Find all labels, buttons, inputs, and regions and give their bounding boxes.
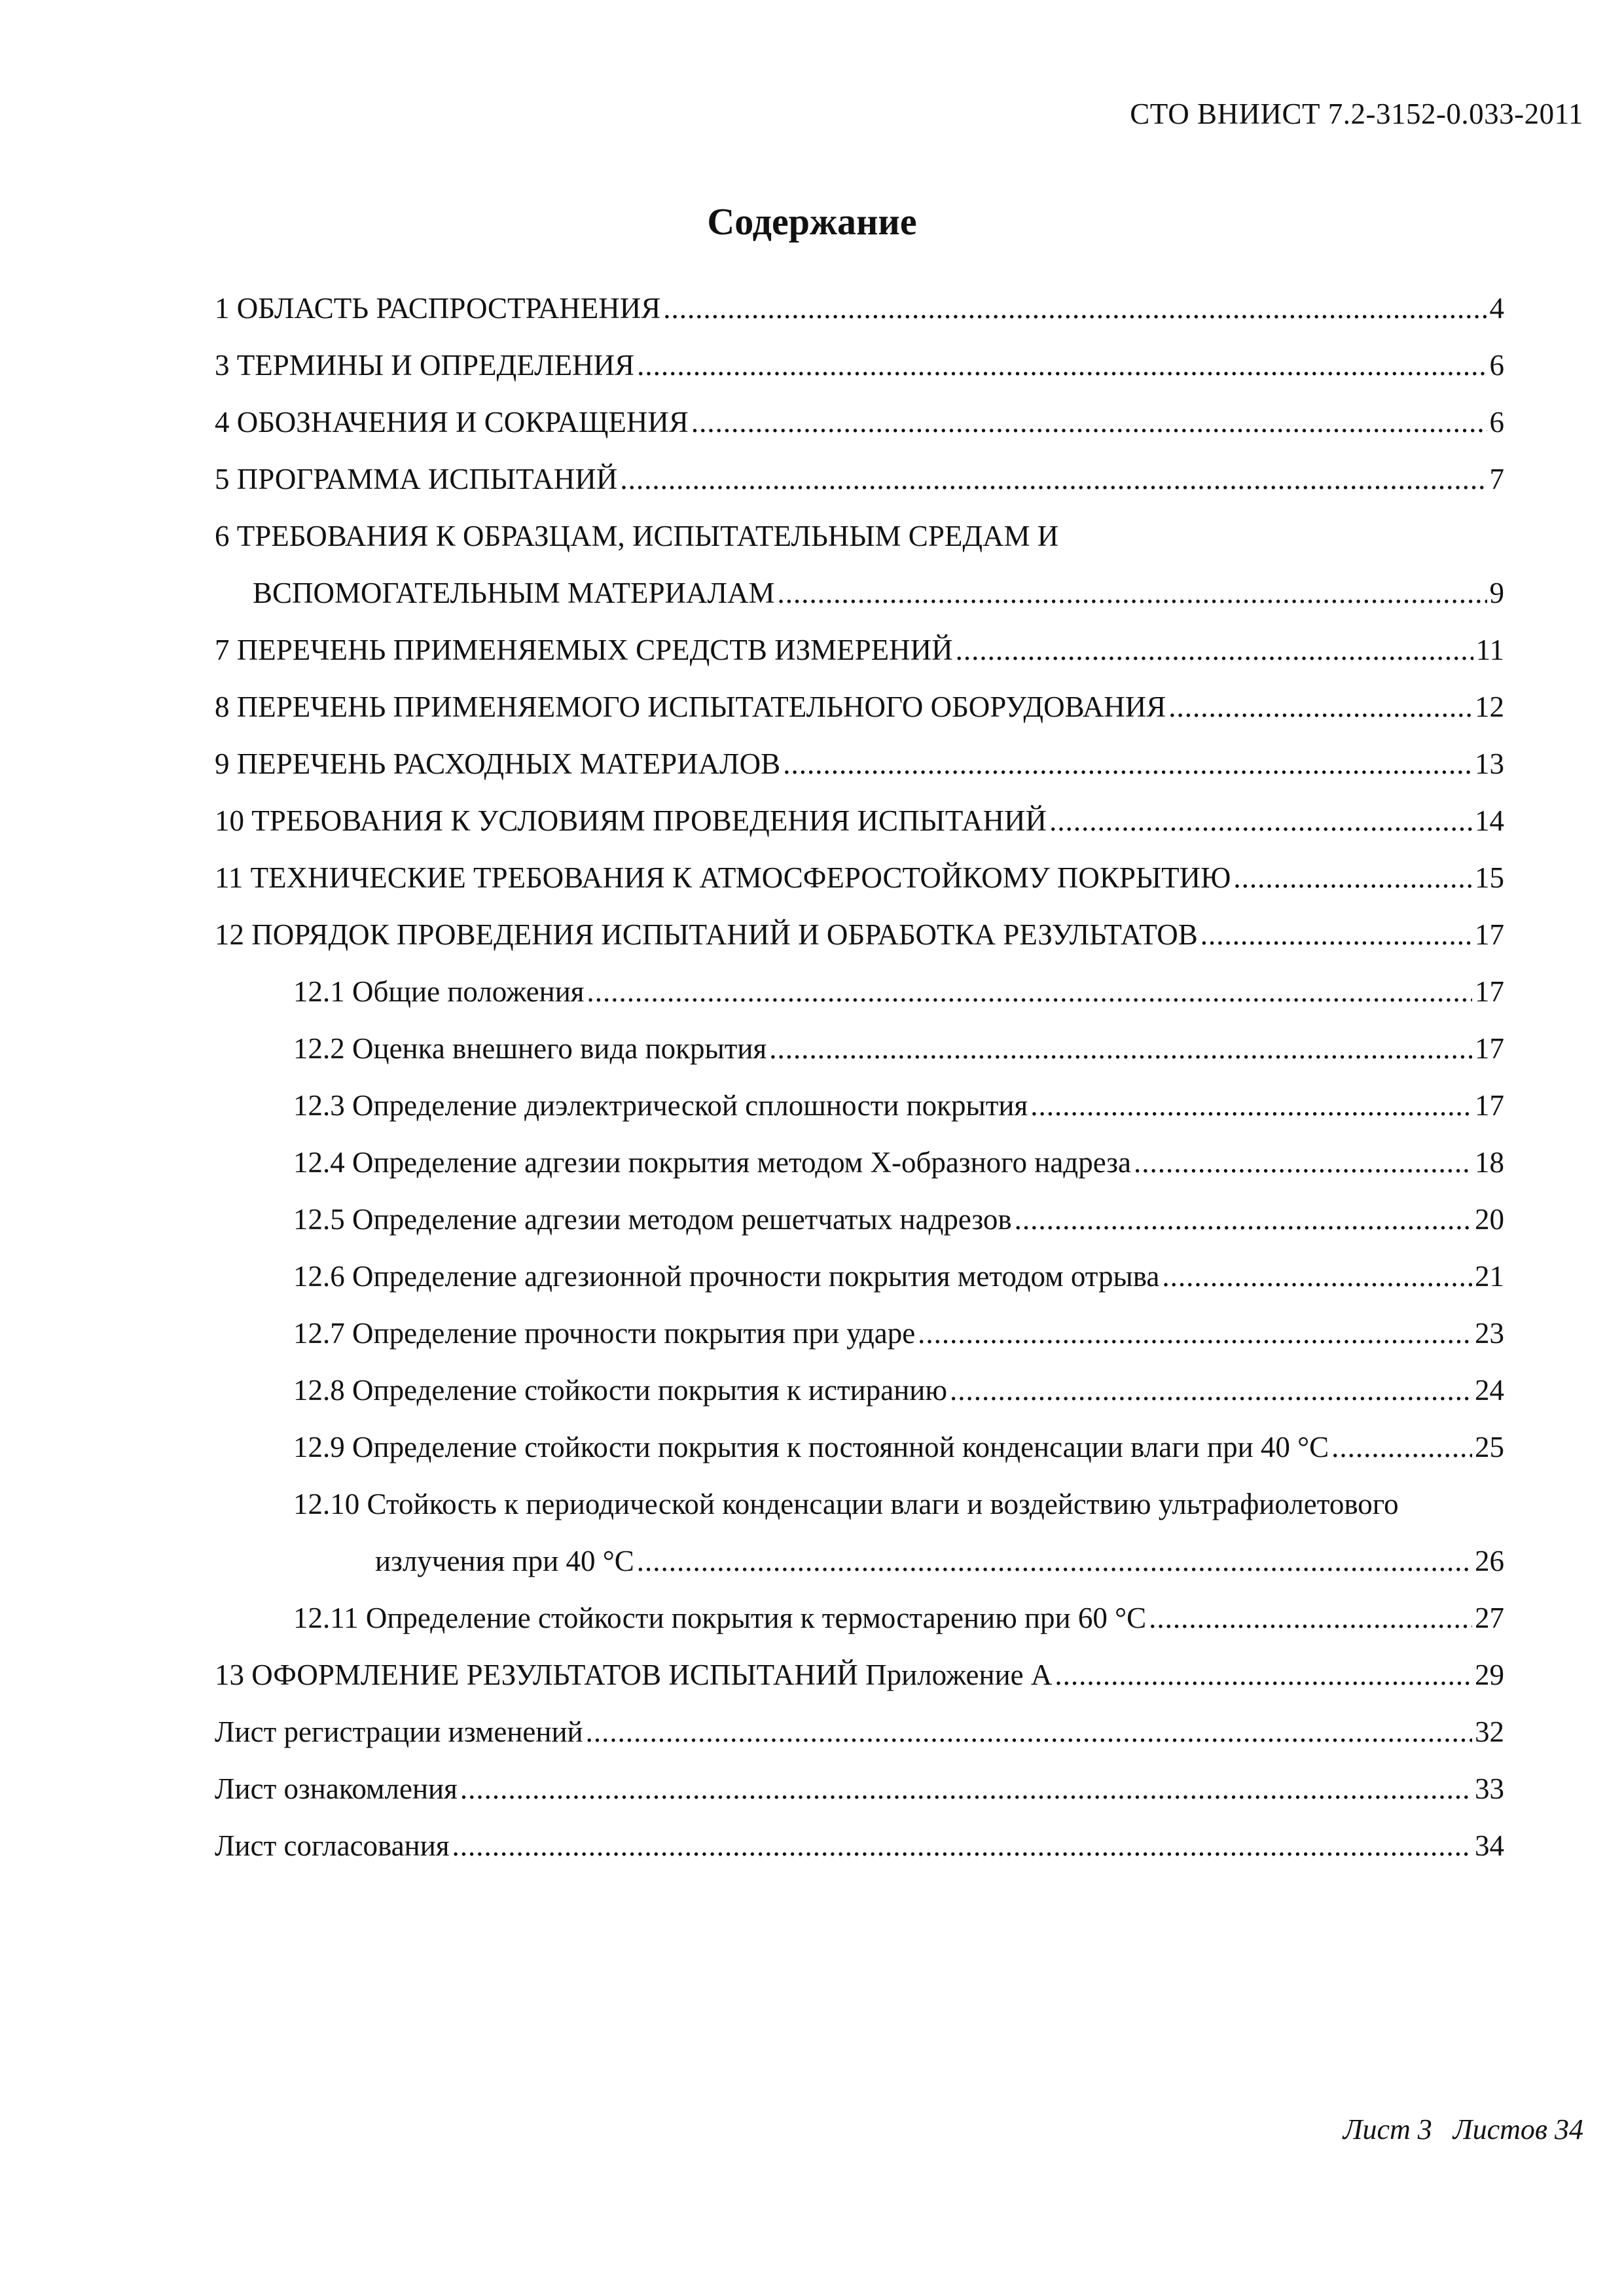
toc-leader (1015, 1202, 1472, 1236)
toc-entry-title: 12.2 Оценка внешнего вида покрытия (293, 1032, 767, 1065)
toc-entry-title: 12.7 Определение прочности покрытия при ударе (293, 1317, 916, 1350)
toc-subentry (293, 1202, 1504, 1242)
toc-entry (215, 348, 1504, 387)
toc-leader (918, 1316, 1472, 1350)
toc-entry-title: 6 ТРЕБОВАНИЯ К ОБРАЗЦАМ, ИСПЫТАТЕЛЬНЫМ СРЕДАМ И (215, 520, 1059, 552)
toc-entry-title: 12.10 Стойкость к периодической конденсации влаги и воздействию ультрафиолетового (293, 1488, 1399, 1520)
toc-entry-title: 12 ПОРЯДОК ПРОВЕДЕНИЯ ИСПЫТАНИЙ И ОБРАБОТКА РЕЗУЛЬТАТОВ (215, 918, 1198, 951)
toc-entry-page: 33 (1475, 1772, 1504, 1805)
toc-entry-title: 9 ПЕРЕЧЕНЬ РАСХОДНЫХ МАТЕРИАЛОВ (215, 747, 781, 780)
toc-entry-title: 5 ПРОГРАММА ИСПЫТАНИЙ (215, 463, 618, 495)
toc-entry-page: 11 (1475, 634, 1504, 666)
toc-leader (452, 1829, 1472, 1863)
toc-subentry (293, 975, 1504, 1014)
toc-leader (1168, 690, 1472, 724)
toc-entry-title: 12.4 Определение адгезии покрытия методом Х-образного надреза (293, 1146, 1131, 1179)
toc-leader (1149, 1601, 1472, 1635)
toc-subentry (293, 1031, 1504, 1071)
toc-subentry (293, 1316, 1504, 1355)
toc-entry-title: 12.6 Определение адгезионной прочности покрытия методом отрыва (293, 1260, 1160, 1293)
toc-entry-page: 6 (1489, 349, 1504, 382)
toc-leader (956, 633, 1473, 667)
toc-entry-title: Лист согласования (215, 1829, 450, 1862)
toc-leader (1134, 1145, 1472, 1179)
toc-entry-page: 20 (1475, 1203, 1504, 1236)
toc-entry-title: 7 ПЕРЕЧЕНЬ ПРИМЕНЯЕМЫХ СРЕДСТВ ИЗМЕРЕНИЙ (215, 634, 953, 666)
toc-leader (691, 405, 1487, 439)
toc-entry-page: 14 (1475, 804, 1504, 837)
toc-entry-page: 18 (1475, 1146, 1504, 1179)
toc-entry-page: 25 (1475, 1431, 1504, 1463)
toc-entry-title: 12.1 Общие положения (293, 975, 585, 1008)
toc-leader (1030, 1088, 1472, 1122)
toc-leader (637, 348, 1487, 382)
toc-entry-page: 34 (1475, 1829, 1504, 1862)
toc-entry-title: 12.9 Определение стойкости покрытия к постоянной конденсации влаги при 40 °С (293, 1431, 1329, 1463)
toc-entry (215, 1658, 1504, 1697)
toc-entry-title: Лист регистрации изменений (215, 1715, 583, 1748)
toc-leader (460, 1772, 1472, 1806)
sheets-total: Листов 34 (1453, 2113, 1583, 2145)
toc-entry (215, 861, 1504, 900)
toc-entry-page: 7 (1489, 463, 1504, 495)
toc-entry-title: 12.8 Определение стойкости покрытия к истиранию (293, 1374, 947, 1407)
toc-leader (1233, 861, 1472, 895)
toc-entry-title: 12.11 Определение стойкости покрытия к термостарению при 60 °С (293, 1602, 1147, 1634)
toc-entry (215, 291, 1504, 331)
page-title: Содержание (707, 200, 917, 243)
toc-subentry (293, 1259, 1504, 1299)
toc-entry-page: 23 (1475, 1317, 1504, 1350)
toc-leader (778, 576, 1487, 610)
toc-entry-page: 6 (1489, 406, 1504, 439)
toc-leader (587, 975, 1472, 1009)
toc-leader (620, 462, 1487, 496)
toc-entry-page: 12 (1475, 691, 1504, 723)
toc-entry-page: 15 (1475, 861, 1504, 894)
toc-entry (215, 462, 1504, 501)
toc-entry (215, 804, 1504, 843)
toc-subentry (293, 1145, 1504, 1185)
toc-subentry (293, 1430, 1504, 1469)
toc-leader (663, 291, 1487, 325)
toc-entry-title: 3 ТЕРМИНЫ И ОПРЕДЕЛЕНИЯ (215, 349, 635, 382)
toc-entry-title: 12.5 Определение адгезии методом решетчатых надрезов (293, 1203, 1012, 1236)
toc-leader (783, 747, 1472, 781)
toc-entry (215, 918, 1504, 957)
document-code: СТО ВНИИСТ 7.2-3152-0.033-2011 (1130, 98, 1583, 130)
toc-entry-page: 27 (1475, 1602, 1504, 1634)
toc-entry-page: 9 (1489, 577, 1504, 609)
toc-leader (1049, 804, 1472, 838)
toc-subentry (293, 1373, 1504, 1412)
toc-entry (215, 1715, 1504, 1754)
toc-leader (1055, 1658, 1472, 1692)
toc-subentry (375, 1544, 1504, 1583)
toc-entry-title: 10 ТРЕБОВАНИЯ К УСЛОВИЯМ ПРОВЕДЕНИЯ ИСПЫТАНИЙ (215, 804, 1047, 837)
toc-entry (215, 633, 1504, 672)
toc-entry-title: ВСПОМОГАТЕЛЬНЫМ МАТЕРИАЛАМ (253, 577, 775, 609)
toc-entry (215, 1772, 1504, 1811)
sheet-footer (1322, 2113, 1583, 2146)
toc-leader (950, 1373, 1472, 1407)
toc-entry-title: 11 ТЕХНИЧЕСКИЕ ТРЕБОВАНИЯ К АТМОСФЕРОСТОЙКОМУ ПОКРЫТИЮ (215, 861, 1231, 894)
toc-leader (1162, 1259, 1472, 1293)
toc-entry-title: 13 ОФОРМЛЕНИЕ РЕЗУЛЬТАТОВ ИСПЫТАНИЙ Приложение А (215, 1659, 1053, 1691)
toc-entry-page: 29 (1475, 1659, 1504, 1691)
toc-entry-title: 1 ОБЛАСТЬ РАСПРОСТРАНЕНИЯ (215, 292, 661, 325)
toc-entry-page: 32 (1475, 1715, 1504, 1748)
toc-leader (769, 1031, 1472, 1066)
toc-entry (215, 690, 1504, 729)
toc-leader (637, 1544, 1472, 1578)
toc-entry-page: 17 (1475, 1032, 1504, 1065)
sheet-number: Лист 3 (1343, 2113, 1432, 2145)
toc-entry-page: 4 (1489, 292, 1504, 325)
toc-leader (1331, 1430, 1472, 1464)
toc-subentry (293, 1601, 1504, 1640)
toc-entry (215, 1829, 1504, 1868)
toc-entry-page: 21 (1475, 1260, 1504, 1293)
toc-entry-page: 26 (1475, 1545, 1504, 1577)
toc-leader (586, 1715, 1472, 1749)
toc-entry-title: излучения при 40 °С (375, 1545, 634, 1577)
toc-subentry (293, 1088, 1504, 1128)
toc-entry-page: 17 (1475, 918, 1504, 951)
toc-entry-page: 13 (1475, 747, 1504, 780)
toc-entry (215, 405, 1504, 444)
toc-entry-title: 4 ОБОЗНАЧЕНИЯ И СОКРАЩЕНИЯ (215, 406, 689, 439)
toc-entry-page: 17 (1475, 975, 1504, 1008)
toc-entry-page: 24 (1475, 1374, 1504, 1407)
toc-entry-title: Лист ознакомления (215, 1772, 458, 1805)
toc-entry (215, 747, 1504, 786)
toc-entry (253, 576, 1504, 615)
toc-leader (1200, 918, 1472, 952)
toc-entry-page: 17 (1475, 1089, 1504, 1122)
toc-entry-title: 12.3 Определение диэлектрической сплошности покрытия (293, 1089, 1028, 1122)
toc-entry-title: 8 ПЕРЕЧЕНЬ ПРИМЕНЯЕМОГО ИСПЫТАТЕЛЬНОГО ОБОРУДОВАНИЯ (215, 691, 1166, 723)
